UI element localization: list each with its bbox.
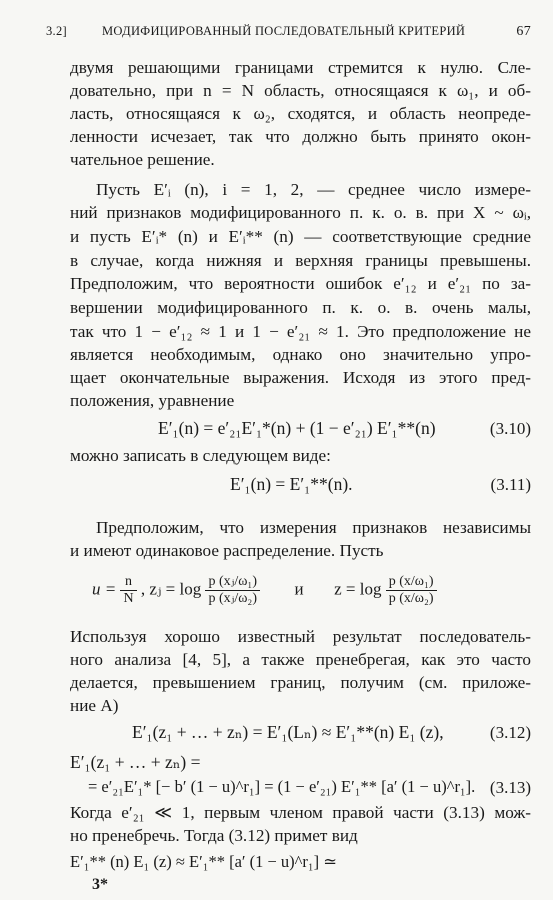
equation-number: (3.12) (489, 723, 531, 742)
section-number: 3.2] (46, 24, 67, 38)
text-line: чательное решение. (70, 150, 215, 169)
text-line: довательно, при n = N область, относящаяся к ω₁, и об- (70, 81, 531, 100)
equation-number: (3.13) (489, 778, 531, 797)
text-line: ние А) (70, 696, 119, 715)
text-line: можно записать в следующем виде: (70, 446, 331, 465)
equation-3-12: E′₁(z₁ + … + zₙ) = E′₁(Lₙ) ≈ E′₁**(n) E₁ (z), (132, 722, 444, 742)
running-title: МОДИФИЦИРОВАННЫЙ ПОСЛЕДОВАТЕЛЬНЫЙ КРИТЕРИЙ (102, 24, 466, 38)
definition-equations (92, 574, 437, 607)
page-number: 67 (516, 24, 531, 39)
fraction: $\frac{\text{p (x/ω₁)}}{\text{p (x/ω₂)}}$ (386, 574, 437, 607)
text-line: вершении модифицированного п. к. о. в. очень малы, (70, 298, 531, 317)
text-line: Используя хорошо известный результат последователь- (70, 627, 531, 646)
equation-number: (3.10) (489, 419, 531, 438)
text-line: и пусть E′ᵢ* (n) и E′ᵢ** (n) — соответствующие средние (70, 227, 531, 246)
text-line: ленности исчезает, так что должно быть принято окон- (70, 127, 531, 146)
fraction: $\frac{n}{N}$ (120, 574, 136, 607)
zj-definition: , zⱼ = log (140, 579, 202, 599)
text-line: является необходимым, однако оно значительно упро- (70, 345, 531, 364)
z-definition: z = log (334, 579, 382, 599)
text-line: и имеют одинаковое распределение. Пусть (70, 541, 384, 560)
signature-mark: 3* (92, 876, 108, 893)
equation-number: (3.11) (490, 475, 531, 494)
equation-3-11: E′₁(n) = E′₁**(n). (230, 474, 353, 494)
text-line: Предположим, что измерения признаков независимы (96, 518, 531, 537)
text-line: щает окончательные выражения. Исходя из этого пред- (70, 368, 531, 387)
fraction: $\frac{\text{p (xⱼ/ω₁)}}{\text{p (xⱼ/ω₂)}}$ (205, 574, 260, 607)
text-line: ласть, относящаяся к ω₂, сходятся, и область неопреде- (70, 104, 531, 123)
equation-3-14-line1: E′₁** (n) E₁ (z) ≈ E′₁** [a′ (1 − u)^r₁] ≃ (70, 852, 338, 871)
equation-3-13-line1: E′₁(z₁ + … + zₙ) = (70, 752, 201, 772)
text-line: в случае, когда нижняя и верхняя границы превышены. (70, 251, 531, 270)
text-line: делается, превышением границ, получим (см. приложе- (70, 673, 531, 692)
text-line: Пусть E′ᵢ (n), i = 1, 2, — среднее число измере- (96, 180, 531, 199)
equation-3-13-line2: = e′₂₁E′₁* [− b′ (1 − u)^r₁] = (1 − e′₂₁) E′₁** [a′ (1 − u)^r₁]. (88, 777, 476, 796)
text-line: так что 1 − e′₁₂ ≈ 1 и 1 − e′₂₁ ≈ 1. Это предположение не (70, 322, 531, 341)
text-line: ного анализа [4, 5], а также пренебрегая, как это часто (70, 650, 531, 669)
u-definition: u = (92, 579, 117, 599)
equation-3-10: E′₁(n) = e′₂₁E′₁*(n) + (1 − e′₂₁) E′₁**(n) (158, 418, 436, 438)
text-line: ний признаков модифицированного п. к. о. в. при X ~ ωᵢ, (70, 203, 531, 222)
text-line: Предположим, что вероятности ошибок e′₁₂ и e′₂₁ по за- (70, 274, 531, 293)
text-line: но пренебречь. Тогда (3.12) примет вид (70, 826, 358, 845)
conjunction: и (294, 579, 304, 599)
text-line: положения, уравнение (70, 391, 235, 410)
running-header (46, 24, 531, 42)
text-line: двумя решающими границами стремится к нулю. Сле- (70, 58, 531, 77)
text-line: Когда e′₂₁ ≪ 1, первым членом правой части (3.13) мож- (70, 803, 531, 822)
